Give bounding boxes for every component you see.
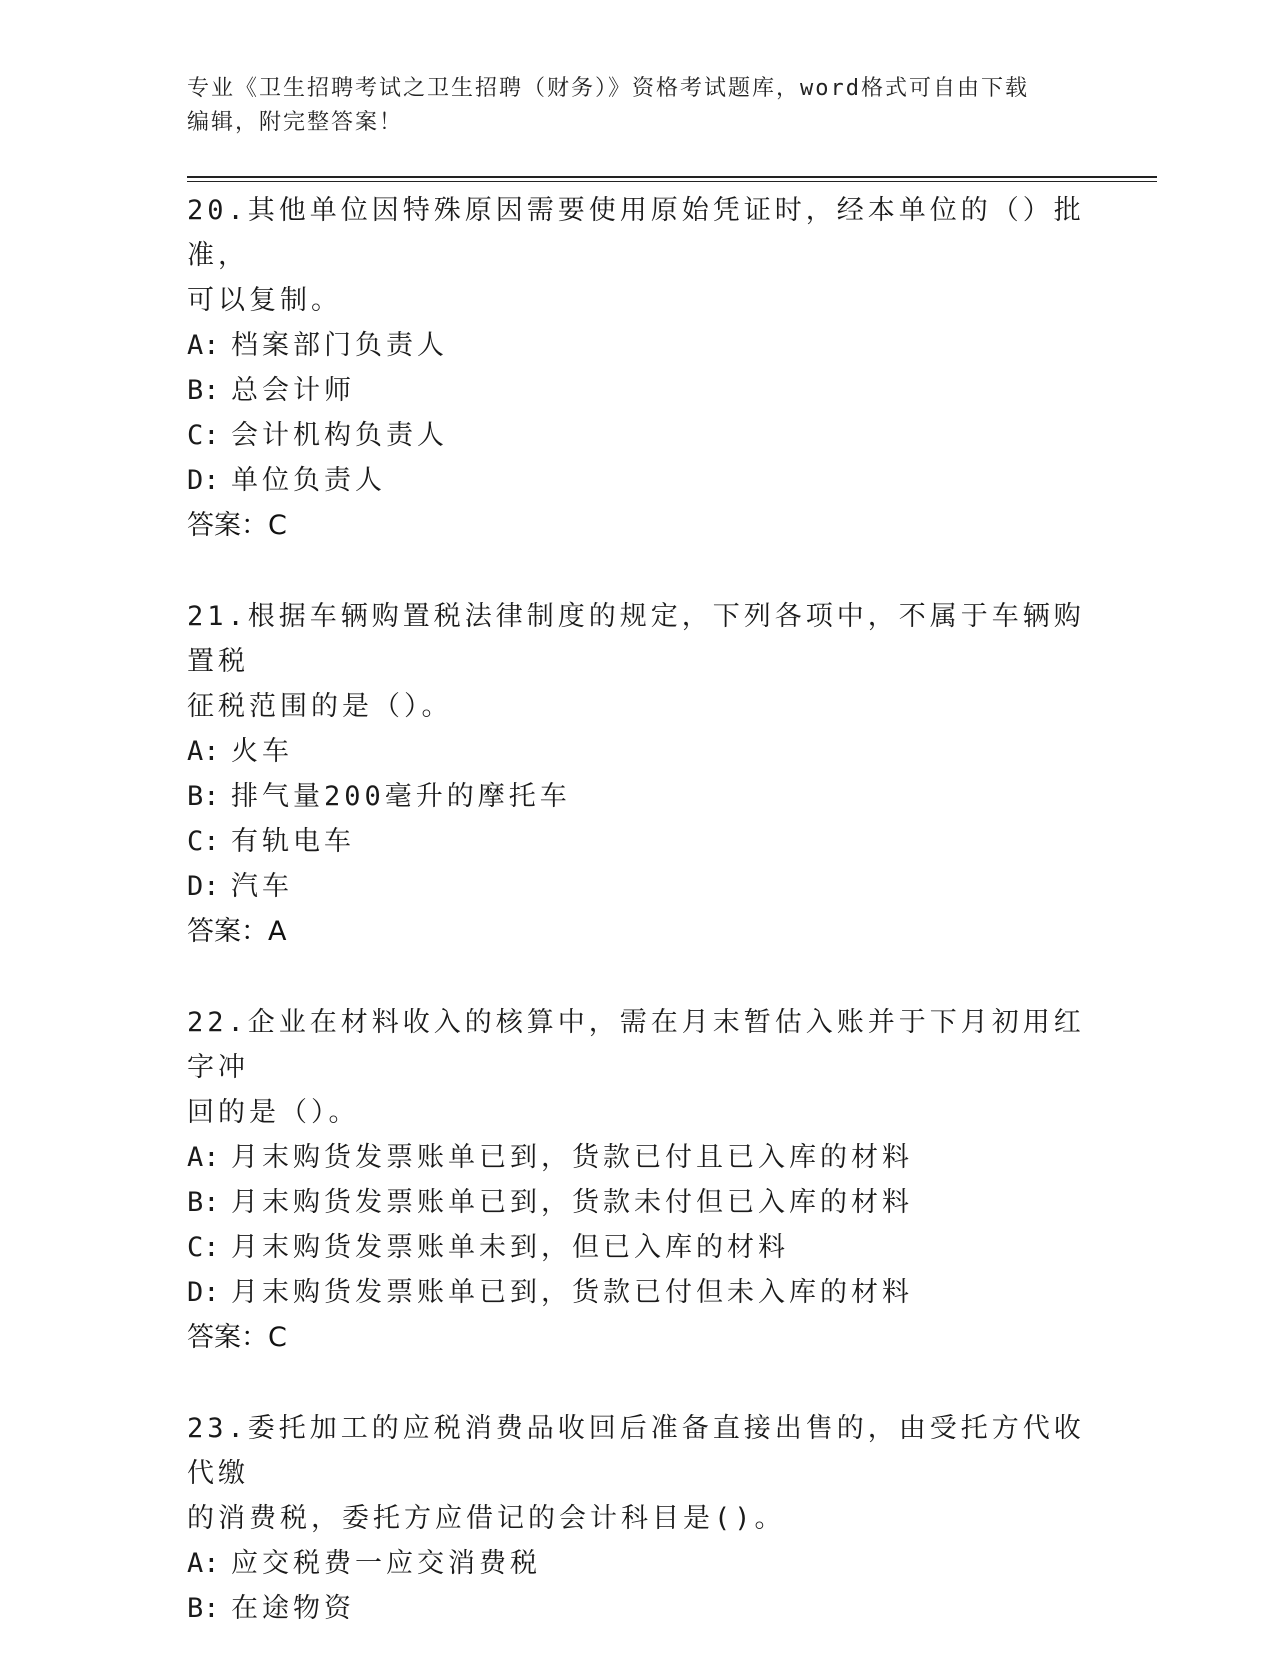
option-a — [187, 1135, 1087, 1180]
option-letter: C: — [187, 420, 220, 451]
option-text: 月末购货发票账单已到，货款已付且已入库的材料 — [231, 1142, 913, 1173]
option-a — [187, 729, 1087, 774]
option-c — [187, 819, 1087, 864]
option-text: 月末购货发票账单未到，但已入库的材料 — [231, 1232, 789, 1263]
answer-line: 答案：A — [187, 916, 287, 947]
option-a — [187, 1541, 1087, 1586]
option-letter: D: — [187, 871, 220, 902]
option-text: 月末购货发票账单已到，货款未付但已入库的材料 — [231, 1187, 913, 1218]
option-text: 应交税费一应交消费税 — [231, 1548, 541, 1579]
question-20 — [187, 188, 1087, 548]
option-text: 排气量200毫升的摩托车 — [231, 781, 571, 812]
option-letter: C: — [187, 826, 220, 857]
question-stem: 21.根据车辆购置税法律制度的规定，下列各项中，不属于车辆购置税 — [187, 601, 1085, 677]
header-divider-thin — [187, 181, 1157, 182]
option-letter: D: — [187, 465, 220, 496]
question-stem-continued: 征税范围的是（）。 — [187, 691, 453, 722]
document-header — [187, 72, 1067, 140]
option-letter: B: — [187, 375, 220, 406]
header-divider-thick — [187, 176, 1157, 178]
header-line-1: 专业《卫生招聘考试之卫生招聘（财务）》资格考试题库，word格式可自由下载 — [187, 76, 1029, 101]
question-stem-continued: 可以复制。 — [187, 285, 342, 316]
option-letter: B: — [187, 1593, 220, 1624]
option-letter: A: — [187, 736, 220, 767]
option-d — [187, 864, 1087, 909]
option-text: 在途物资 — [231, 1593, 355, 1624]
option-c — [187, 1225, 1087, 1270]
option-letter: A: — [187, 1142, 220, 1173]
option-text: 总会计师 — [231, 375, 355, 406]
option-letter: A: — [187, 1548, 220, 1579]
question-23 — [187, 1406, 1087, 1631]
question-22 — [187, 1000, 1087, 1360]
option-letter: B: — [187, 1187, 220, 1218]
option-text: 有轨电车 — [231, 826, 355, 857]
option-letter: C: — [187, 1232, 220, 1263]
option-b — [187, 368, 1087, 413]
option-a — [187, 323, 1087, 368]
question-21 — [187, 594, 1087, 954]
question-stem-continued: 回的是（）。 — [187, 1097, 360, 1128]
question-list — [187, 188, 1087, 1677]
answer-line: 答案：C — [187, 510, 287, 541]
question-stem-continued: 的消费税，委托方应借记的会计科目是()。 — [187, 1503, 786, 1534]
option-text: 汽车 — [231, 871, 293, 902]
option-b — [187, 1586, 1087, 1631]
option-letter: B: — [187, 781, 220, 812]
option-text: 火车 — [231, 736, 293, 767]
option-text: 单位负责人 — [231, 465, 386, 496]
option-b — [187, 1180, 1087, 1225]
option-text: 月末购货发票账单已到，货款已付但未入库的材料 — [231, 1277, 913, 1308]
option-d — [187, 1270, 1087, 1315]
header-line-2: 编辑，附完整答案！ — [187, 110, 404, 135]
question-stem: 20.其他单位因特殊原因需要使用原始凭证时，经本单位的（）批准， — [187, 195, 1085, 271]
option-b — [187, 774, 1087, 819]
option-d — [187, 458, 1087, 503]
option-text: 档案部门负责人 — [231, 330, 448, 361]
option-c — [187, 413, 1087, 458]
question-stem: 23.委托加工的应税消费品收回后准备直接出售的，由受托方代收代缴 — [187, 1413, 1085, 1489]
option-letter: D: — [187, 1277, 220, 1308]
question-stem: 22.企业在材料收入的核算中，需在月末暂估入账并于下月初用红字冲 — [187, 1007, 1085, 1083]
option-text: 会计机构负责人 — [231, 420, 448, 451]
answer-line: 答案：C — [187, 1322, 287, 1353]
option-letter: A: — [187, 330, 220, 361]
